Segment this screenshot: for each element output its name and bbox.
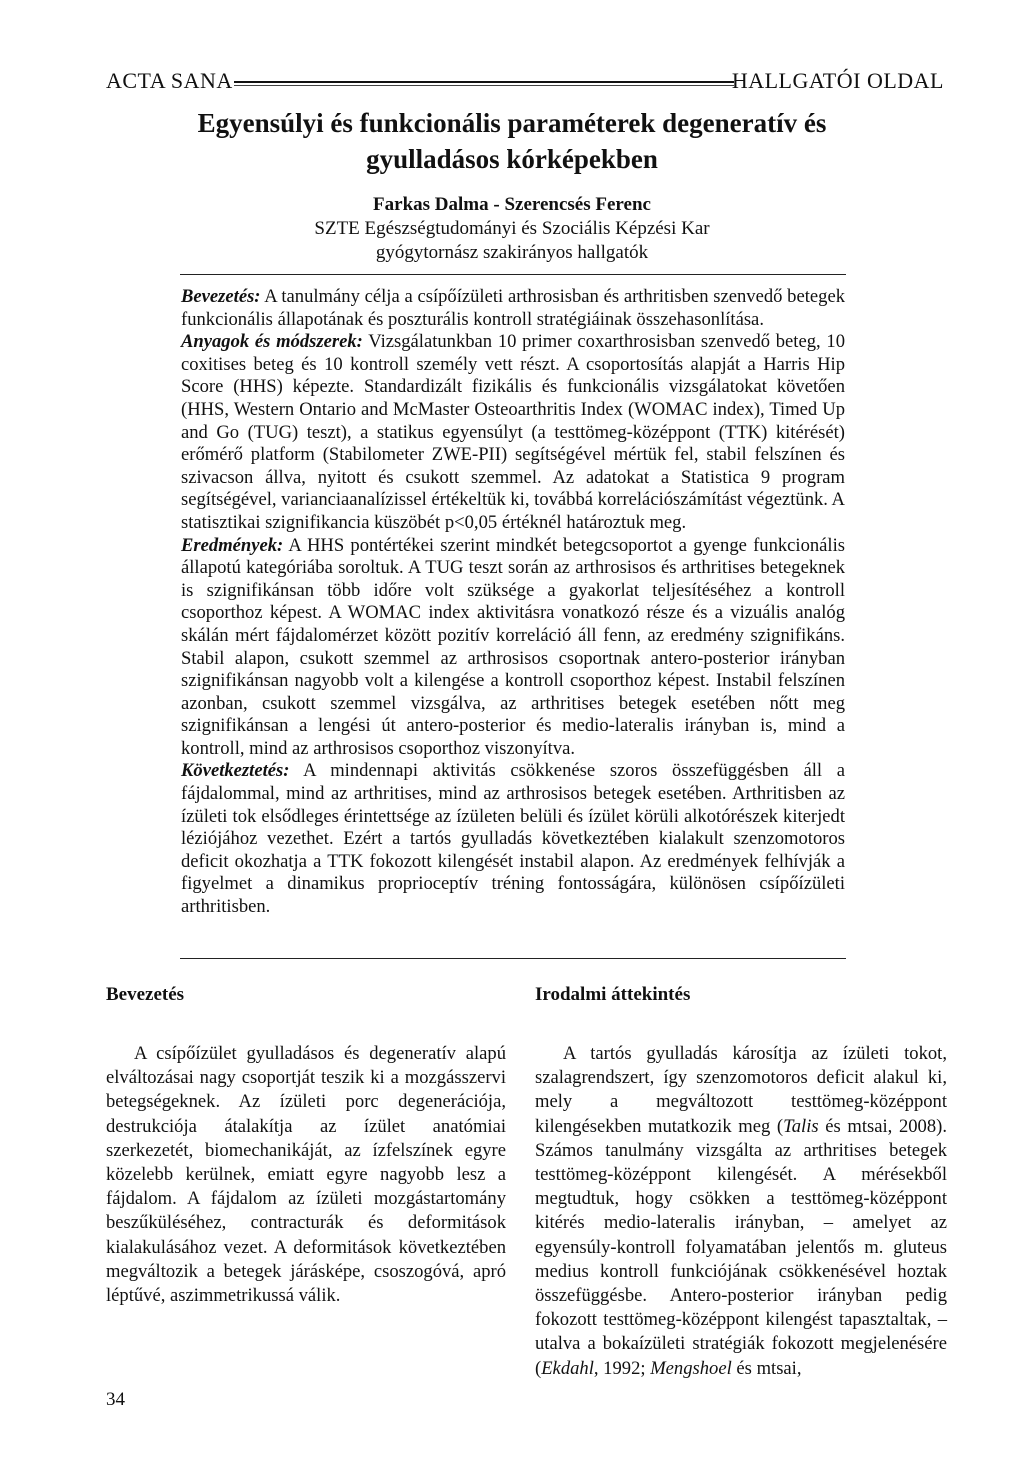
citation-author: Ekdahl [541, 1357, 594, 1379]
abstract-intro-text: A tanulmány célja a csípőízületi arthrosisban és arthritisben szenvedő betegek funkcionális állapotának és poszturális kontroll stratégiáinak összehasonlítása. [181, 286, 845, 330]
section-body-bevezetes: A csípőízület gyulladásos és degeneratív alapú elváltozásai nagy csoportját teszik ki a mozgásszervi betegségeknek. Az ízületi porc degenerációja, destrukciója átalakítja az ízület anatómiai szerkezetét, biomechanikáját, az ízfelszínek egyre közelebb kerülnek, emiatt egyre nagyobb lesz a fájdalom. A fájdalom az ízületi mozgástartomány beszűküléséhez, contracturák és deformitások kialakulásához vezet. A deformitások következtében megváltozik a betegek járásképe, csoszogóvá, apró léptűvé, aszimmetrikussá válik. [106, 1043, 506, 1307]
section-heading-bevezetes: Bevezetés [106, 984, 185, 1005]
abstract-methods-label: Anyagok és módszerek: [181, 331, 363, 353]
running-header [106, 68, 944, 108]
citation-author: Talis [783, 1115, 819, 1137]
article-affiliation [180, 217, 844, 265]
abstract-methods [181, 331, 845, 534]
affiliation-line-1: SZTE Egészségtudományi és Szociális Képzési Kar [314, 218, 710, 239]
body-text-part: , 1992; [593, 1357, 651, 1379]
body-text-part: A tartós gyulladás károsítja az ízületi tokot, szalagrendszert, így szenzomotoros deficit alakul ki, mely a megváltozott testtömeg-középpont kilengésekben mutatkozik meg ( [535, 1043, 947, 1137]
abstract-methods-text: Vizsgálatunkban 10 primer coxarthrosisban szenvedő beteg, 10 coxitises beteg és 10 kontroll személy vett részt. A csoportosítás alapját a Harris Hip Score (HHS) képezte. Standardizált fizikális és funkcionális vizsgálatokat követően (HHS, Western Ontario and McMaster Osteoarthritis Index (WOMAC index), Timed Up and Go (TUG) teszt), a statikus egyensúlyt (a testtömeg-középpont (TTK) kitérését) erőmérő platform (Stabilometer ZWE-PII) segítségével mértük fel, stabil felszínen és szivacson állva, nyitott és csukott szemmel. Az adatokat a Statistica 9 program segítségével, varianciaanalízissel értékeltük ki, továbbá korrelációszámítást végeztünk. A statisztikai szignifikancia küszöbét p<0,05 értéknél határoztuk meg. [181, 331, 845, 533]
body-text-part: és mtsai, 2008). Számos tanulmány vizsgálta az arthritises betegek testtömeg-középpont kilengését. A mérésekből megtudtuk, hogy csökken a testtömeg-középpont kitérés medio-lateralis irányban, – amelyet az egyensúly-kontroll folyamatában jelentős m. gluteus medius kontroll funkciójának csökkenésével hoztak összefüggésbe. Antero-posterior irányban pedig fokozott testtömeg-középpont kilengést tapasztaltak, – utalva a bokaízületi stratégiák fokozott megjelenésére ( [535, 1115, 947, 1379]
body-text-part: és mtsai, [731, 1357, 802, 1379]
abstract-conclusion-text: A mindennapi aktivitás csökkenése szoros összefüggésben áll a fájdalommal, mind az arthritises, mind az arthrosisos betegek esetében. Arthritisben az ízületi tok elsődleges érintettsége az ízületen belüli és ízület körüli alkotórészek kiterjedt léziójához vezethet. Ezért a tartós gyulladás következtében kialakult szenzomotoros deficit okozhatja a TTK fokozott kilengését instabil alapon. Az eredmények felhívják a figyelmet a dinamikus proprioceptív tréning fontosságára, különösen csípőízületi arthritisben. [181, 760, 845, 918]
abstract-bottom-rule [180, 958, 846, 959]
page-number: 34 [106, 1389, 125, 1410]
column-right [535, 983, 947, 1381]
abstract [181, 286, 845, 919]
article-title: Egyensúlyi és funkcionális paraméterek degeneratív és gyulladásos kórképekben [197, 108, 827, 174]
abstract-intro [181, 286, 845, 331]
abstract-top-rule [180, 274, 846, 275]
column-left [106, 983, 506, 1308]
header-rule [234, 81, 734, 83]
abstract-conclusion-label: Következtetés: [181, 760, 290, 782]
abstract-conclusion [181, 760, 845, 918]
abstract-results-text: A HHS pontértékei szerint mindkét betegcsoportot a gyenge funkcionális állapotú kategóriába soroltuk. A TUG teszt során az arthrosisos és arthritises betegeknek is szignifikánsan több időre volt szüksége a gyakorlat teljesítéséhez a kontroll csoporthoz képest. A WOMAC index aktivitásra vonatkozó része és a vizuális analóg skálán mért fájdalomérzet között pozitív korreláció áll fenn, az eredmény szignifikáns. Stabil alapon, csukott szemmel az arthrosisos csoportnak antero-posterior irányban szignifikánsan nagyobb volt a kilengése a kontroll csoporthoz képest. Instabil felszínen azonban, csukott szemmel vizsgálva, az arthritises betegek esetében nőtt meg szignifikánsan a lengési út antero-posterior és medio-lateralis irányban is, mind a kontroll, mind az arthrosisos csoporthoz viszonyítva. [181, 534, 845, 759]
article-authors: Farkas Dalma - Szerencsés Ferenc [373, 194, 651, 215]
section-body-irodalmi [535, 1042, 947, 1381]
abstract-results [181, 535, 845, 761]
abstract-results-label: Eredmények: [181, 534, 284, 556]
citation-author: Mengshoel [650, 1357, 732, 1379]
affiliation-line-2: gyógytornász szakirányos hallgatók [375, 242, 649, 263]
section-name: HALLGATÓI OLDAL [731, 68, 944, 93]
header-rule-thin [234, 85, 734, 86]
abstract-intro-label: Bevezetés: [181, 286, 261, 307]
journal-name: ACTA SANA [106, 68, 233, 93]
section-heading-irodalmi: Irodalmi áttekintés [535, 984, 691, 1005]
